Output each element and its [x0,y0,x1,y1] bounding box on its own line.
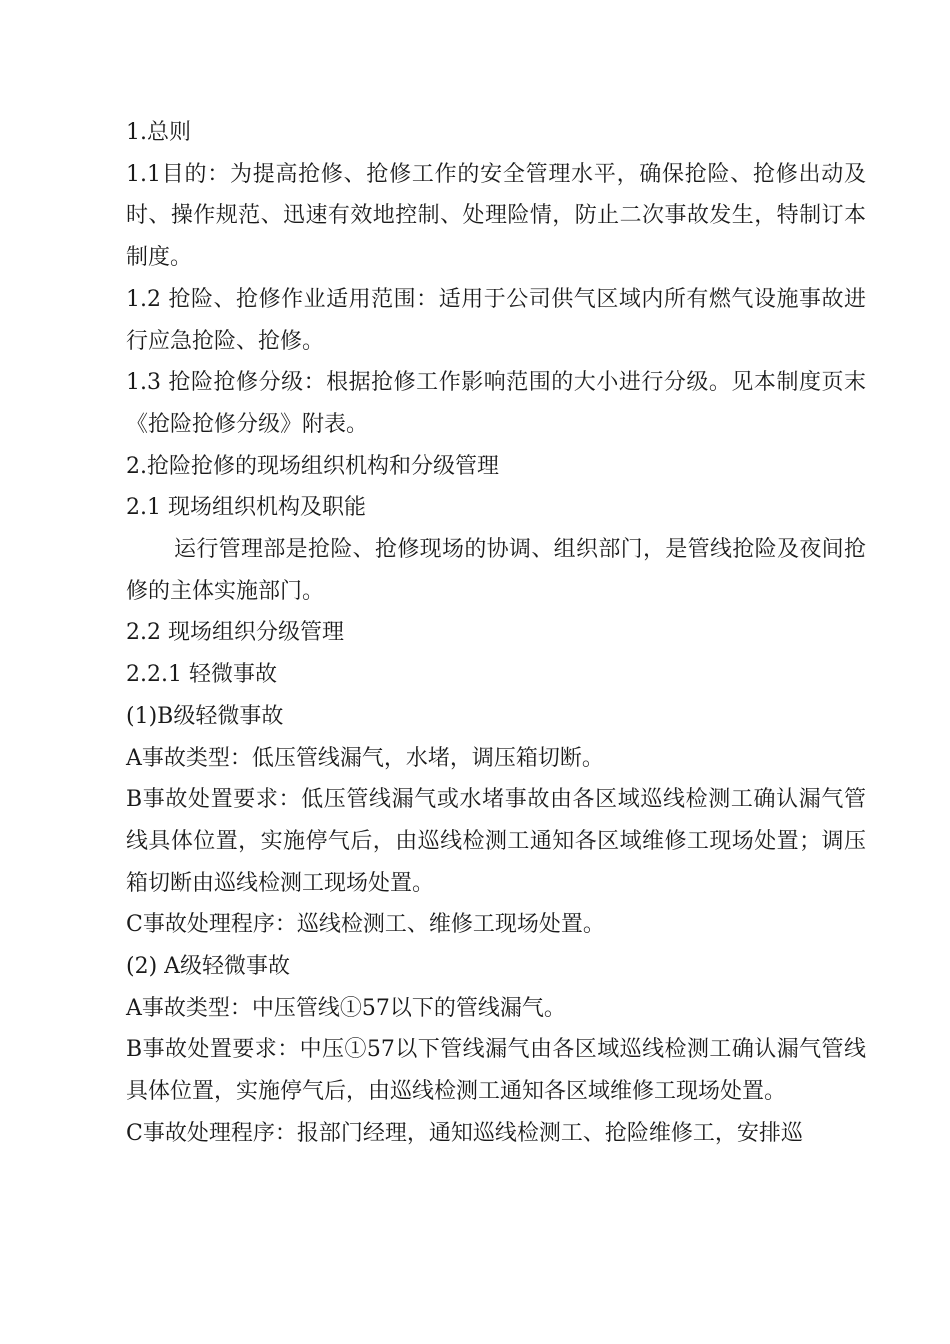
paragraph-operations-dept: 运行管理部是抢险、抢修现场的协调、组织部门，是管线抢险及夜间抢修的主体实施部门。 [126,537,866,604]
paragraph-purpose: 1.1目的：为提高抢修、抢修工作的安全管理水平，确保抢险、抢修出动及时、操作规范、迅速有效地控制、处理险情，防止二次事故发生，特制订本制度。 [126,161,866,271]
paragraph-a-requirement: B事故处置要求：中压①57以下管线漏气由各区域巡线检测工确认漏气管线具体位置，实施停气后，由巡线检测工通知各区域维修工现场处置。 [126,1037,866,1105]
subsection-heading-2-2: 2.2 现场组织分级管理 [126,620,344,646]
paragraph-b-procedure: C事故处理程序：巡线检测工、维修工现场处置。 [126,912,605,938]
list-item-b-level: (1)B级轻微事故 [126,703,284,729]
list-item-a-level: (2) A级轻微事故 [126,954,291,980]
paragraph-a-type: A事故类型：中压管线①57以下的管线漏气。 [126,995,566,1021]
document-body [126,112,866,1155]
subsection-heading-2-1: 2.1 现场组织机构及职能 [126,495,366,521]
section-heading-general: 1.总则 [126,120,191,145]
paragraph-grading: 1.3 抢险抢修分级：根据抢修工作影响范围的大小进行分级。见本制度页末《抢险抢修分级》附表。 [126,370,866,437]
section-heading-organization: 2.抢险抢修的现场组织机构和分级管理 [126,453,499,479]
paragraph-b-requirement: B事故处置要求：低压管线漏气或水堵事故由各区域巡线检测工确认漏气管线具体位置，实施停气后，由巡线检测工通知各区域维修工现场处置；调压箱切断由巡线检测工现场处置。 [126,787,866,896]
subsection-heading-2-2-1: 2.2.1 轻微事故 [126,662,277,688]
paragraph-scope: 1.2 抢险、抢修作业适用范围：适用于公司供气区域内所有燃气设施事故进行应急抢险、抢修。 [126,286,866,354]
paragraph-a-procedure: C事故处理程序：报部门经理，通知巡线检测工、抢险维修工，安排巡 [126,1120,803,1146]
paragraph-b-type: A事故类型：低压管线漏气，水堵，调压箱切断。 [126,745,604,771]
